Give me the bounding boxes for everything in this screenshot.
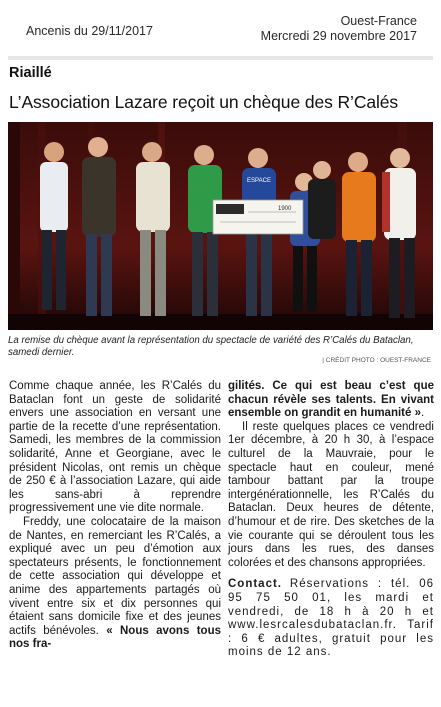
newspaper-masthead	[261, 14, 417, 44]
article-title: L’Association Lazare reçoit un chèque des R’Calés	[9, 92, 399, 112]
paragraph-2	[9, 516, 221, 652]
group-photo-illustration	[8, 122, 433, 330]
article-column-2	[228, 380, 434, 660]
newspaper-name: Ouest-France	[340, 14, 417, 28]
svg-text:ESPACE: ESPACE	[247, 178, 271, 184]
quote-tail: .	[420, 407, 425, 420]
photo-caption: La remise du chèque avant la représentation du spectacle de variété des R’Calés du Bataclan, samedi dernier.	[8, 335, 414, 358]
contact-text: Réservations : tél. 06 95 75 50 01, les mardi et vendredi, de 18 h à 20 h et www.lesrcalesdubataclan.fr. Tarif : 6 € adultes, gratuit pour les moins de 12 ans.	[228, 578, 434, 659]
article-column-1	[9, 380, 221, 652]
paragraph-1: Comme chaque année, les R’Calés du Bataclan font un geste de solidarité envers une association en versant une partie de la recette d’une représentation. Samedi, les membres de la commission solidarité, Anne et Georgiane, avec le président Nicolas, ont remis un chèque de 250 € à l’association Lazare, qui aide les sans-abri à reprendre progressivement une vie dite normale.	[9, 380, 221, 515]
paragraph-2-text: Freddy, une colocataire de la maison de Nantes, en remerciant les R’Calés, a expliqué avec un peu d’émotion aux spectateurs présents, le fonctionnement de cette association qui développe et anime des appartements partagés où vivent entre six et dix personnes qui étaient sans domicile fixe et des jeunes actifs bénévoles.	[9, 515, 221, 637]
quote-start: « Nous avons tous nos fra-	[9, 624, 221, 651]
quote-continuation	[228, 380, 434, 421]
photo-credit: | CRÉDIT PHOTO : OUEST-FRANCE	[322, 357, 431, 364]
section-label: Riaillé	[9, 65, 52, 81]
contact-label: Contact.	[228, 578, 282, 591]
header-divider	[8, 56, 433, 60]
publication-date: Mercredi 29 novembre 2017	[260, 29, 417, 43]
paragraph-3: Il reste quelques places ce vendredi 1er décembre, à 20 h 30, à l’espace culturel de la Mauvraie, pour le spectacle haut en couleur, mené tambour battant par la troupe intergénérationnelle, les R’Calés du Bataclan. Deux heures de détente, d’humour et de rire. Des sketches de la vie courante qui se déroulent tous les jours dans les rues, des danses colorées et des chansons appropriées.	[228, 420, 434, 569]
page-header	[0, 0, 441, 52]
svg-text:1900: 1900	[278, 206, 292, 212]
edition-date: Ancenis du 29/11/2017	[26, 24, 153, 38]
quote-end: gilités. Ce qui est beau c’est que chacun révèle ses talents. En vivant ensemble on grandit en humanité »	[228, 380, 434, 420]
contact-paragraph	[228, 578, 434, 660]
article-photo	[8, 122, 433, 330]
cheque	[213, 200, 303, 234]
